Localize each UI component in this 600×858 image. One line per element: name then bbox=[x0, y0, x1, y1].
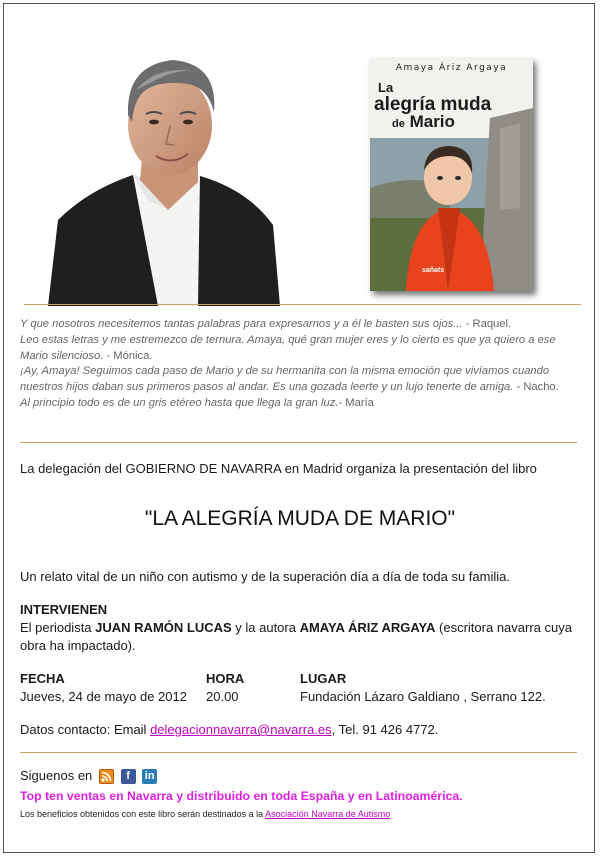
facebook-icon[interactable]: f bbox=[121, 769, 136, 784]
speaker-journalist: JUAN RAMÓN LUCAS bbox=[95, 620, 232, 635]
charity-note-text: Los beneficios obtenidos con este libro serán destinados a la bbox=[20, 809, 266, 819]
quote-author: - Nacho. bbox=[513, 381, 559, 394]
linkedin-icon[interactable]: in bbox=[142, 769, 157, 784]
reader-quotes bbox=[20, 317, 580, 412]
book-title-line2: alegría muda bbox=[374, 94, 492, 115]
intro-text: La delegación del GOBIERNO DE NAVARRA en Madrid organiza la presentación del libro bbox=[20, 461, 537, 476]
date-column bbox=[20, 670, 187, 706]
speakers-text: (escritora navarra cuya obra ha impactado). bbox=[20, 620, 572, 653]
contact-prefix: Datos contacto: Email bbox=[20, 722, 151, 737]
quote-3 bbox=[20, 364, 580, 396]
date-label: FECHA bbox=[20, 671, 65, 686]
book-title-line1: La bbox=[378, 80, 394, 95]
book-title-line3 bbox=[374, 113, 529, 133]
autism-association-link[interactable]: Asociación Navarra de Autismo bbox=[265, 809, 391, 819]
quote-4 bbox=[20, 396, 580, 412]
quote-author: - María bbox=[338, 396, 374, 409]
quote-text: ¡Ay, Amaya! Seguimos cada paso de Mario y de su hermanita con la misma emoción que vivíamos cuando nuestros hijos daban sus primeros pasos al andar. Es una gozada leerte y un lujo tenerte de amiga. bbox=[20, 365, 550, 394]
place-column bbox=[300, 670, 546, 706]
quote-author: - Mónica. bbox=[103, 349, 153, 362]
social-row bbox=[20, 767, 157, 785]
book-title-prefix: de bbox=[392, 118, 405, 130]
divider-top bbox=[24, 304, 581, 305]
charity-note bbox=[20, 809, 390, 819]
date-value: Jueves, 24 de mayo de 2012 bbox=[20, 689, 187, 704]
time-column bbox=[206, 670, 244, 706]
rss-icon[interactable] bbox=[99, 769, 114, 784]
book-author: Amaya Áriz Argaya bbox=[395, 63, 508, 73]
divider-bottom bbox=[20, 752, 577, 753]
contact-line bbox=[20, 721, 438, 739]
time-label: HORA bbox=[206, 671, 245, 686]
quote-1 bbox=[20, 317, 580, 333]
social-label: Siguenos en bbox=[20, 768, 93, 783]
promo-text: Top ten ventas en Navarra y distribuido en toda España y en Latinoamérica. bbox=[20, 789, 463, 803]
book-title-mario: Mario bbox=[409, 112, 455, 131]
speakers-text: y la autora bbox=[231, 620, 300, 635]
place-value: Fundación Lázaro Galdiano , Serrano 122. bbox=[300, 689, 546, 704]
book-cover bbox=[370, 58, 533, 291]
time-value: 20.00 bbox=[206, 689, 239, 704]
event-title: "LA ALEGRÍA MUDA DE MARIO" bbox=[144, 507, 456, 530]
speakers-section bbox=[20, 601, 580, 655]
speakers-heading: INTERVIENEN bbox=[20, 602, 108, 617]
speaker-author: AMAYA ÁRIZ ARGAYA bbox=[299, 620, 436, 635]
quote-text: Y que nosotros necesitemos tantas palabras para expresarnos y a él le basten sus ojos... bbox=[20, 318, 463, 330]
publisher-logo: sañats bbox=[422, 267, 445, 274]
quote-author: - Raquel. bbox=[462, 318, 512, 330]
quote-text: Leo estas letras y me estremezco de ternura. Amaya, qué gran mujer eres y lo cierto es que ya quiero a ese Mario silencioso. bbox=[20, 333, 556, 362]
quote-2 bbox=[20, 333, 580, 365]
portrait-photo bbox=[48, 50, 280, 306]
divider-middle bbox=[20, 442, 577, 443]
place-label: LUGAR bbox=[300, 671, 347, 686]
speakers-text: El periodista bbox=[20, 620, 96, 635]
book-description: Un relato vital de un niño con autismo y de la superación día a día de toda su familia. bbox=[20, 569, 510, 584]
contact-phone: , Tel. 91 426 4772. bbox=[331, 722, 439, 737]
book-title bbox=[374, 79, 529, 133]
email-link[interactable]: delegacionnavarra@navarra.es bbox=[150, 722, 332, 737]
quote-text: Al principio todo es de un gris etéreo hasta que llega la gran luz. bbox=[20, 396, 339, 409]
